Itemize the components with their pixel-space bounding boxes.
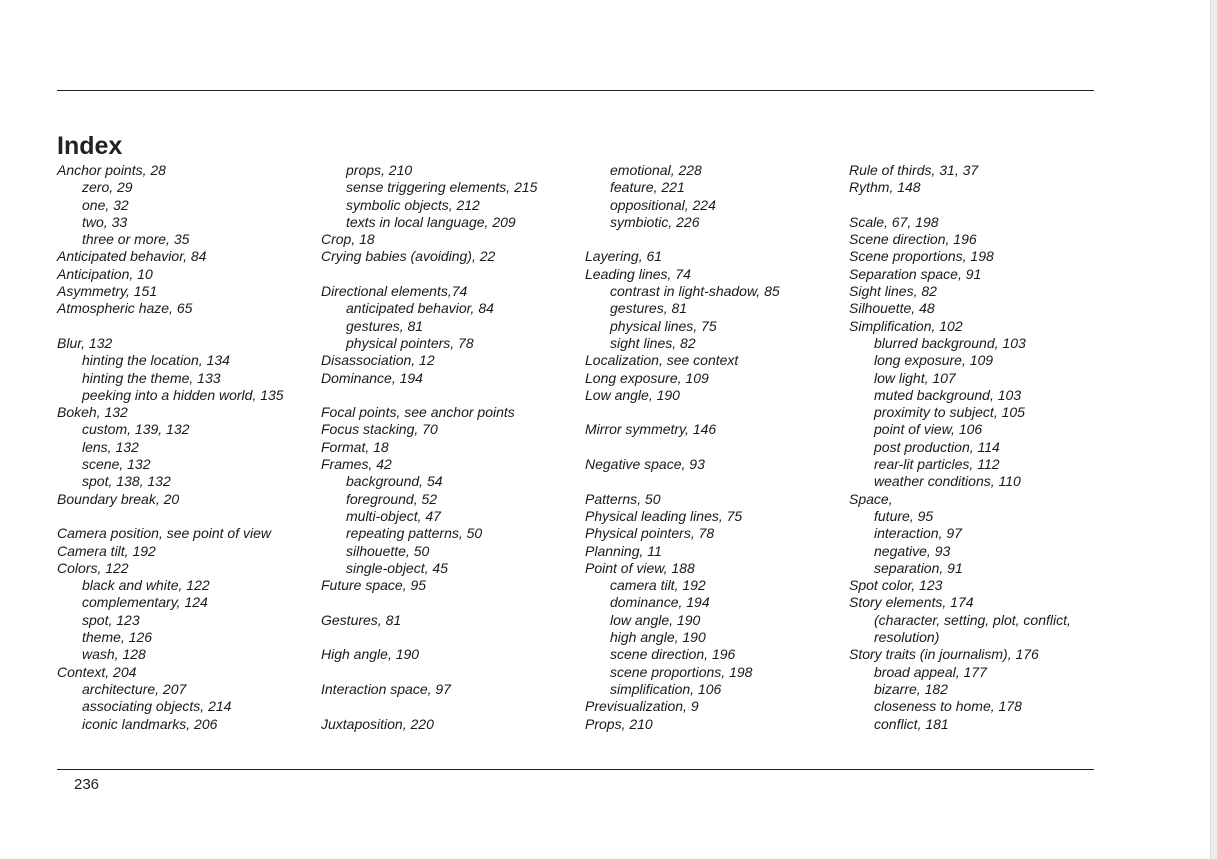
index-subentry: theme, 126: [82, 629, 153, 646]
index-subentry: sense triggering elements, 215: [346, 179, 538, 196]
index-entry: Negative space, 93: [585, 456, 705, 473]
index-subentry: scene direction, 196: [610, 646, 736, 663]
index-entry: Separation space, 91: [849, 265, 982, 282]
index-subentry: lens, 132: [82, 438, 139, 455]
index-entry: Patterns, 50: [585, 490, 661, 507]
index-subentry: symbolic objects, 212: [346, 196, 480, 213]
index-subentry: feature, 221: [610, 179, 685, 196]
index-entry: Rythm, 148: [849, 179, 921, 196]
header-rule: [57, 90, 1094, 91]
index-entry: Crying babies (avoiding), 22: [321, 248, 496, 265]
index-spacer: [57, 318, 284, 335]
index-subentry: gestures, 81: [346, 317, 424, 334]
index-entry: Camera position, see point of view: [57, 525, 271, 542]
index-column-3: [585, 162, 780, 733]
index-entry: Anticipation, 10: [57, 265, 153, 282]
index-subentry: black and white, 122: [82, 577, 210, 594]
index-entry: Colors, 122: [57, 559, 129, 576]
index-spacer: [585, 231, 780, 248]
index-subentry: background, 54: [346, 473, 443, 490]
index-entry: High angle, 190: [321, 646, 420, 663]
index-entry: Previsualization, 9: [585, 698, 699, 715]
index-spacer: [321, 594, 537, 611]
index-subentry: physical lines, 75: [610, 317, 717, 334]
index-subentry: simplification, 106: [610, 680, 722, 697]
index-entry: Spot color, 123: [849, 577, 943, 594]
index-subentry: separation, 91: [874, 559, 963, 576]
index-subentry: physical pointers, 78: [346, 334, 474, 351]
page-number: 236: [74, 776, 100, 793]
index-subentry: spot, 138, 132: [82, 473, 171, 490]
index-subentry: sight lines, 82: [610, 334, 696, 351]
index-spacer: [321, 266, 537, 283]
index-entry: Juxtaposition, 220: [321, 715, 434, 732]
index-subentry: hinting the theme, 133: [82, 369, 221, 386]
index-entry: Point of view, 188: [585, 559, 695, 576]
index-subentry: architecture, 207: [82, 680, 187, 697]
index-entry: Scale, 67, 198: [849, 213, 939, 230]
index-subentry: texts in local language, 209: [346, 213, 516, 230]
index-entry: Future space, 95: [321, 577, 427, 594]
index-entry: Props, 210: [585, 715, 653, 732]
index-entry: Focus stacking, 70: [321, 421, 438, 438]
index-subentry: single-object, 45: [346, 559, 448, 576]
index-subentry: iconic landmarks, 206: [82, 715, 218, 732]
index-entry: Anchor points, 28: [57, 162, 166, 178]
page-title: Index: [57, 131, 123, 160]
index-subentry: zero, 29: [82, 179, 133, 196]
index-entry: Scene proportions, 198: [849, 248, 994, 265]
index-entry: Dominance, 194: [321, 369, 423, 386]
index-entry: Bokeh, 132: [57, 404, 128, 421]
index-entry: Gestures, 81: [321, 611, 402, 628]
index-entry: Focal points, see anchor points: [321, 404, 515, 421]
index-subentry: foreground, 52: [346, 490, 438, 507]
index-subentry: bizarre, 182: [874, 680, 948, 697]
index-subentry: custom, 139, 132: [82, 421, 190, 438]
index-subentry: closeness to home, 178: [874, 698, 1022, 715]
index-entry: Anticipated behavior, 84: [57, 248, 207, 265]
index-entry: Story elements, 174: [849, 594, 974, 611]
index-spacer: [849, 197, 1071, 214]
index-subentry: future, 95: [874, 507, 934, 524]
index-spacer: [321, 664, 537, 681]
index-entry: Silhouette, 48: [849, 300, 935, 317]
index-subentry: complementary, 124: [82, 594, 208, 611]
index-entry: Format, 18: [321, 438, 389, 455]
index-entry: Simplification, 102: [849, 317, 963, 334]
index-entry: Low angle, 190: [585, 386, 680, 403]
index-spacer: [321, 387, 537, 404]
index-subentry: peeking into a hidden world, 135: [82, 386, 284, 403]
index-subentry: conflict, 181: [874, 715, 949, 732]
index-subentry: interaction, 97: [874, 525, 962, 542]
index-entry: Rule of thirds, 31, 37: [849, 162, 979, 178]
index-entry: Mirror symmetry, 146: [585, 421, 717, 438]
index-subentry: high angle, 190: [610, 629, 706, 646]
index-entry: Space,: [849, 490, 893, 507]
index-subentry: emotional, 228: [610, 162, 702, 178]
index-entry: Physical leading lines, 75: [585, 507, 743, 524]
index-spacer: [321, 698, 537, 715]
index-subentry: rear-lit particles, 112: [874, 456, 1000, 473]
index-entry: Physical pointers, 78: [585, 525, 715, 542]
index-subentry: hinting the location, 134: [82, 352, 230, 369]
index-subentry: scene proportions, 198: [610, 663, 753, 680]
index-column-4: [849, 162, 1071, 733]
index-entry: Context, 204: [57, 663, 137, 680]
index-entry: Interaction space, 97: [321, 680, 451, 697]
index-entry: Boundary break, 20: [57, 490, 180, 507]
index-subentry: two, 33: [82, 213, 128, 230]
index-subentry: low angle, 190: [610, 611, 701, 628]
index-subentry: blurred background, 103: [874, 334, 1026, 351]
index-subentry: muted background, 103: [874, 386, 1022, 403]
index-subentry: negative, 93: [874, 542, 951, 559]
index-column-2: [321, 162, 537, 733]
index-entry: Planning, 11: [585, 542, 662, 559]
index-subentry: oppositional, 224: [610, 196, 716, 213]
index-entry: Camera tilt, 192: [57, 542, 156, 559]
index-entry: Scene direction, 196: [849, 231, 977, 248]
index-subentry: three or more, 35: [82, 231, 190, 248]
index-column-1: [57, 162, 284, 733]
index-subentry: resolution): [874, 629, 940, 646]
index-subentry: broad appeal, 177: [874, 663, 987, 680]
index-subentry: proximity to subject, 105: [874, 404, 1025, 421]
index-subentry: (character, setting, plot, conflict,: [874, 611, 1071, 628]
index-subentry: anticipated behavior, 84: [346, 300, 494, 317]
index-subentry: contrast in light-shadow, 85: [610, 283, 780, 300]
index-entry: Directional elements,74: [321, 283, 468, 300]
index-entry: Crop, 18: [321, 231, 375, 248]
index-subentry: associating objects, 214: [82, 698, 232, 715]
index-subentry: props, 210: [346, 162, 413, 178]
index-spacer: [321, 629, 537, 646]
index-subentry: long exposure, 109: [874, 352, 994, 369]
index-entry: Sight lines, 82: [849, 283, 937, 300]
index-entry: Atmospheric haze, 65: [57, 300, 193, 317]
index-entry: Story traits (in journalism), 176: [849, 646, 1039, 663]
index-spacer: [585, 473, 780, 490]
index-subentry: weather conditions, 110: [874, 473, 1021, 490]
index-subentry: spot, 123: [82, 611, 140, 628]
index-subentry: repeating patterns, 50: [346, 525, 483, 542]
index-spacer: [585, 404, 780, 421]
index-entry: Asymmetry, 151: [57, 283, 158, 300]
index-subentry: post production, 114: [874, 438, 1000, 455]
index-spacer: [585, 439, 780, 456]
footer-rule: [57, 769, 1094, 770]
index-subentry: one, 32: [82, 196, 129, 213]
index-subentry: camera tilt, 192: [610, 577, 706, 594]
index-entry: Frames, 42: [321, 456, 392, 473]
index-subentry: dominance, 194: [610, 594, 710, 611]
index-entry: Long exposure, 109: [585, 369, 709, 386]
page-edge: [1210, 0, 1217, 859]
index-subentry: multi-object, 47: [346, 507, 441, 524]
index-subentry: low light, 107: [874, 369, 956, 386]
index-entry: Blur, 132: [57, 334, 113, 351]
index-subentry: silhouette, 50: [346, 542, 430, 559]
index-entry: Layering, 61: [585, 248, 663, 265]
index-entry: Localization, see context: [585, 352, 739, 369]
index-spacer: [57, 508, 284, 525]
index-subentry: scene, 132: [82, 456, 151, 473]
index-entry: Disassociation, 12: [321, 352, 435, 369]
index-entry: Leading lines, 74: [585, 265, 691, 282]
index-subentry: point of view, 106: [874, 421, 983, 438]
index-subentry: wash, 128: [82, 646, 146, 663]
index-subentry: gestures, 81: [610, 300, 688, 317]
index-subentry: symbiotic, 226: [610, 213, 700, 230]
